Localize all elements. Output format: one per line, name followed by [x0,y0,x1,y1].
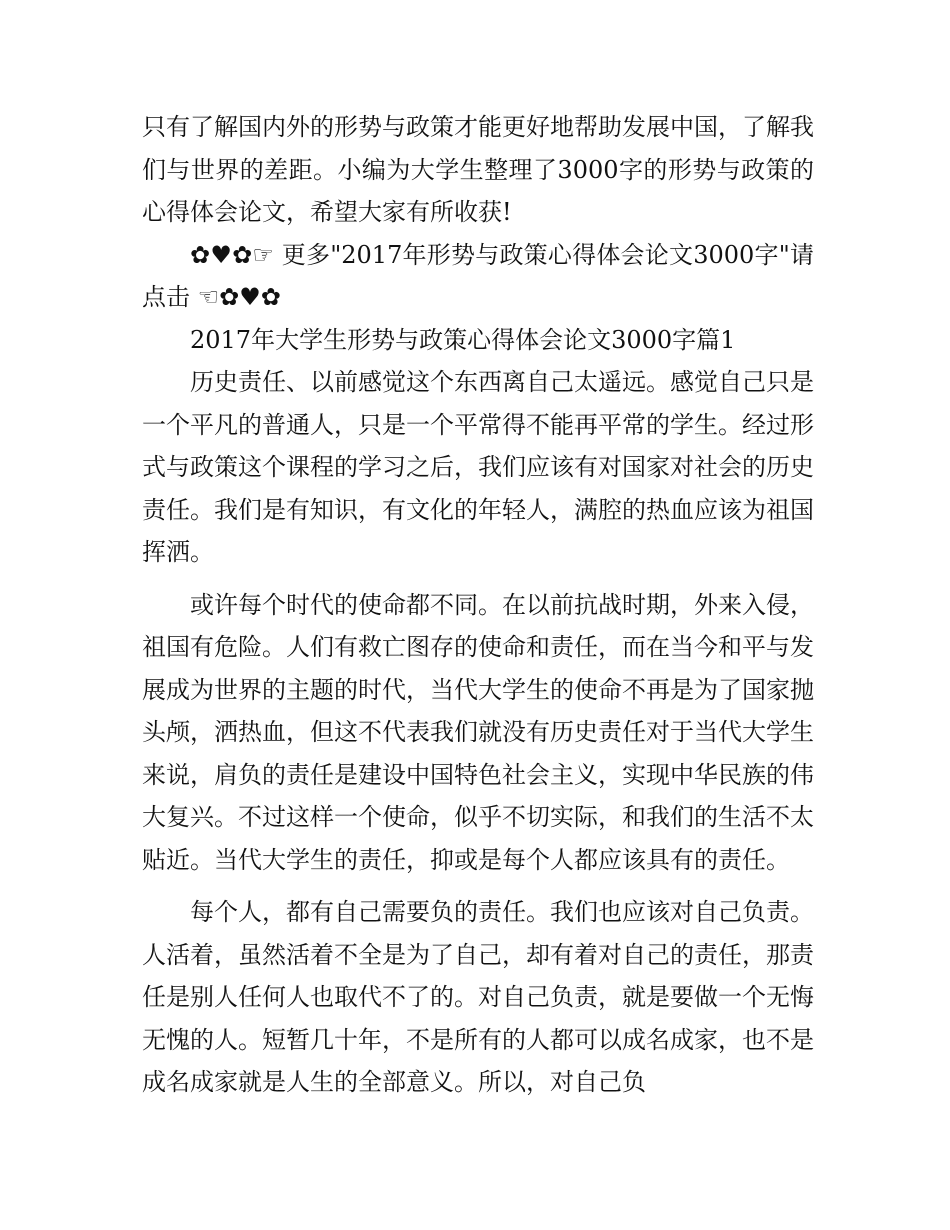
more-articles-link[interactable] [142,234,814,319]
body-paragraph-3: 每个人，都有自己需要负的责任。我们也应该对自己负责。人活着，虽然活着不全是为了自己，却有着对自己的责任，那责任是别人任何人也取代不了的。对自己负责，就是要做一个无悔无愧的人。短暂几十年，不是所有的人都可以成名成家，也不是成名成家就是人生的全部意义。所以，对自己负 [142,898,814,1096]
intro-paragraph: 只有了解国内外的形势与政策才能更好地帮助发展中国，了解我们与世界的差距。小编为大学生整理了3000字的形势与政策的心得体会论文，希望大家有所收获! [142,113,814,226]
body-paragraph-2: 或许每个时代的使命都不同。在以前抗战时期，外来入侵，祖国有危险。人们有救亡图存的使命和责任，而在当今和平与发展成为世界的主题的时代，当代大学生的使命不再是为了国家抛头颅，洒热血，但这不代表我们就没有历史责任对于当代大学生来说，肩负的责任是建设中国特色社会主义，实现中华民族的伟大复兴。不过这样一个使命，似乎不切实际，和我们的生活不太贴近。当代大学生的责任，抑或是每个人都应该具有的责任。 [142,590,814,874]
document-page [142,106,814,1104]
decorative-flower-heart-pointer-icon: ✿♥✿☞ [190,240,274,269]
more-articles-text[interactable]: 更多"2017年形势与政策心得体会论文3000字"请点击 [142,240,814,311]
decorative-pointer-flower-heart-icon: ☜✿♥✿ [197,283,281,311]
body-paragraph-1: 历史责任、以前感觉这个东西离自己太遥远。感觉自己只是一个平凡的普通人，只是一个平常得不能再平常的学生。经过形式与政策这个课程的学习之后，我们应该有对国家对社会的历史责任。我们是有知识，有文化的年轻人，满腔的热血应该为祖国挥洒。 [142,368,814,566]
section-title: 2017年大学生形势与政策心得体会论文3000字篇1 [190,325,736,354]
